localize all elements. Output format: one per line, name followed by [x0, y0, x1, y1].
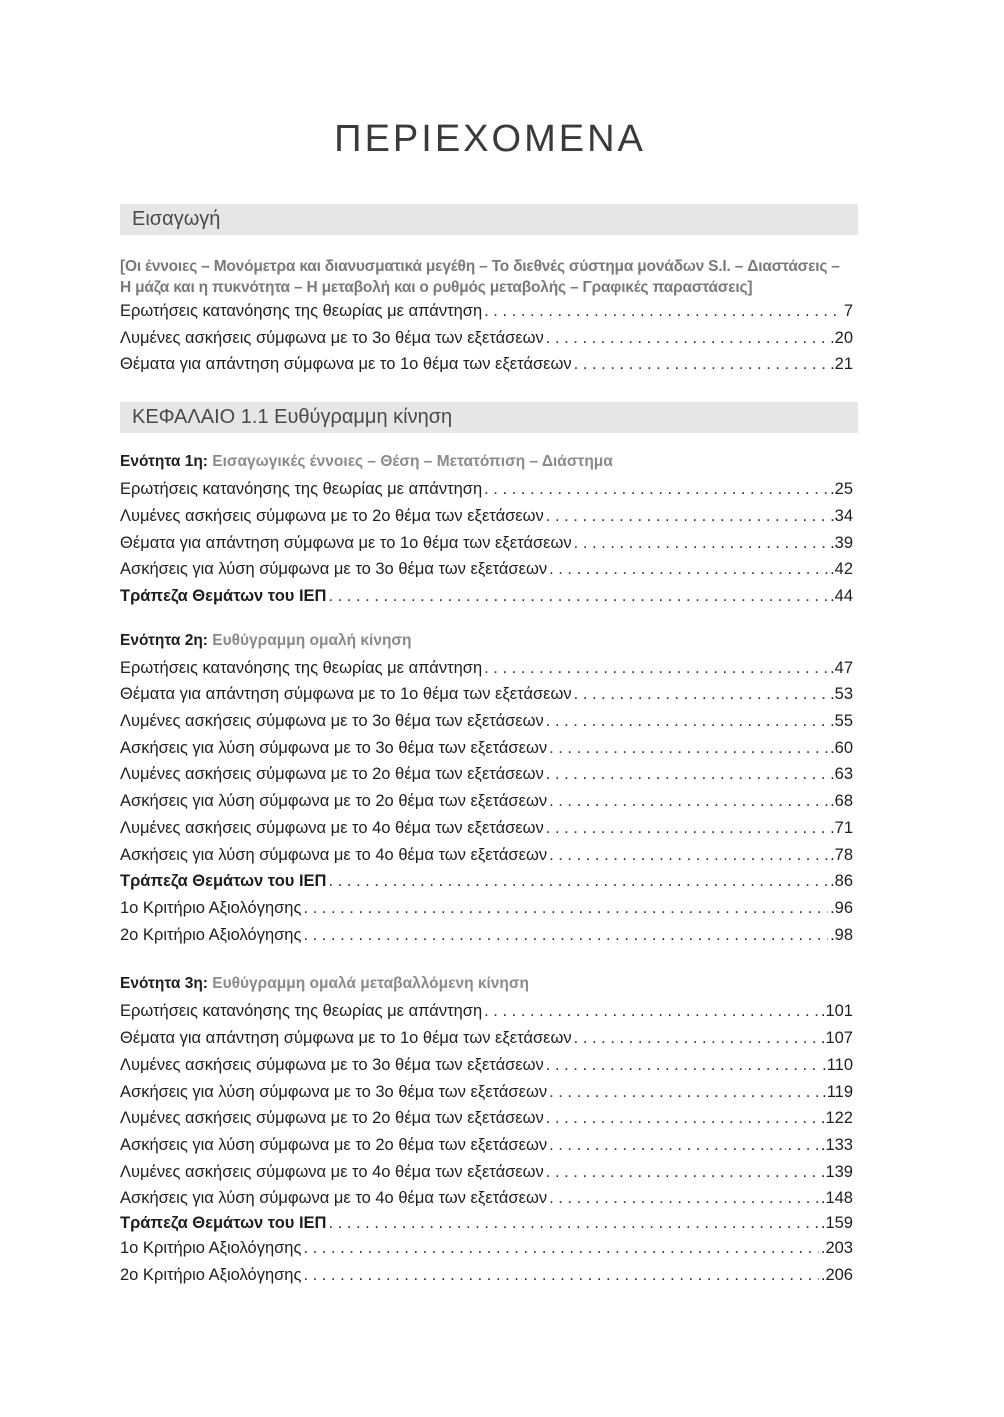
- toc-entry-label: Ερωτήσεις κατανόησης της θεωρίας με απάντηση: [120, 480, 483, 498]
- toc-entry[interactable]: [120, 299, 853, 323]
- toc-entry-label: Λυμένες ασκήσεις σύμφωνα με το 3ο θέμα των εξετάσεων: [120, 329, 544, 347]
- toc-entry-label: Ερωτήσεις κατανόησης της θεωρίας με απάντηση: [120, 1002, 483, 1020]
- section-heading-chapter-1-1: ΚΕΦΑΛΑΙΟ 1.1 Ευθύγραμμη κίνηση: [120, 402, 858, 433]
- toc-leader-dots: [303, 1236, 818, 1260]
- toc-entry-label: 1ο Κριτήριο Αξιολόγησης: [120, 899, 302, 917]
- toc-entry-label: Λυμένες ασκήσεις σύμφωνα με το 2ο θέμα των εξετάσεων: [120, 1109, 544, 1127]
- toc-leader-dots: [328, 584, 828, 608]
- toc-entry-page: .86: [830, 872, 853, 890]
- toc-entry-page: .55: [830, 712, 853, 730]
- toc-entry[interactable]: [120, 326, 853, 350]
- toc-entry-label: Τράπεζα Θεμάτων του ΙΕΠ: [120, 587, 327, 605]
- toc-entry[interactable]: [120, 531, 853, 555]
- toc-entry-page: .206: [820, 1266, 853, 1284]
- toc-leader-dots: [328, 869, 828, 893]
- toc-entry-question-bank[interactable]: [120, 584, 853, 608]
- toc-entry[interactable]: [120, 477, 853, 501]
- toc-entry-label: Ερωτήσεις κατανόησης της θεωρίας με απάντηση: [120, 302, 483, 320]
- toc-leader-dots: [484, 999, 819, 1023]
- toc-entry-page: .34: [830, 507, 853, 525]
- toc-leader-dots: [549, 1186, 819, 1210]
- toc-entry-label: Ασκήσεις για λύση σύμφωνα με το 2ο θέμα των εξετάσεων: [120, 792, 548, 810]
- toc-leader-dots: [549, 1080, 820, 1104]
- toc-entry-label: Θέματα για απάντηση σύμφωνα με το 1ο θέμα των εξετάσεων: [120, 1029, 572, 1047]
- toc-leader-dots: [574, 531, 828, 555]
- toc-leader-dots: [546, 1106, 819, 1130]
- toc-leader-dots: [546, 1053, 820, 1077]
- toc-entry-page: .203: [820, 1239, 853, 1257]
- toc-entry[interactable]: [120, 816, 853, 840]
- toc-entry-page: .68: [830, 792, 853, 810]
- toc-leader-dots: [546, 762, 828, 786]
- toc-leader-dots: [303, 896, 828, 920]
- toc-leader-dots: [549, 736, 828, 760]
- toc-entry-label: Θέματα για απάντηση σύμφωνα με το 1ο θέμα των εξετάσεων: [120, 685, 572, 703]
- toc-entry-page: .96: [830, 899, 853, 917]
- unit-title: Ευθύγραμμη ομαλά μεταβαλλόμενη κίνηση: [212, 975, 529, 992]
- toc-entry-label: Θέματα για απάντηση σύμφωνα με το 1ο θέμα των εξετάσεων: [120, 534, 572, 552]
- toc-entry-page: .159: [820, 1214, 853, 1232]
- toc-entry-page: .133: [820, 1136, 853, 1154]
- toc-entry-page: .60: [830, 739, 853, 757]
- toc-entry[interactable]: [120, 843, 853, 867]
- toc-leader-dots: [549, 557, 828, 581]
- toc-entry-label: Ερωτήσεις κατανόησης της θεωρίας με απάντηση: [120, 659, 483, 677]
- toc-entry[interactable]: [120, 557, 853, 581]
- toc-leader-dots: [303, 1263, 818, 1287]
- toc-entry-label: Τράπεζα Θεμάτων του ΙΕΠ: [120, 872, 327, 890]
- toc-entry[interactable]: [120, 656, 853, 680]
- toc-entry-question-bank[interactable]: [120, 1211, 853, 1235]
- toc-leader-dots: [546, 709, 828, 733]
- introduction-topics-line-1: [Οι έννοιες – Μονόμετρα και διανυσματικά μεγέθη – Το διεθνές σύστημα μονάδων S.I. – Διαστάσεις –: [120, 258, 840, 275]
- toc-entry-label: Ασκήσεις για λύση σύμφωνα με το 2ο θέμα των εξετάσεων: [120, 1136, 548, 1154]
- toc-leader-dots: [574, 682, 828, 706]
- toc-entry-page: .63: [830, 765, 853, 783]
- toc-entry-label: 2ο Κριτήριο Αξιολόγησης: [120, 1266, 302, 1284]
- toc-entry[interactable]: [120, 762, 853, 786]
- toc-entry-page: .148: [820, 1189, 853, 1207]
- toc-leader-dots: [549, 843, 828, 867]
- toc-leader-dots: [546, 816, 828, 840]
- toc-entry-label: Λυμένες ασκήσεις σύμφωνα με το 2ο θέμα των εξετάσεων: [120, 765, 544, 783]
- introduction-topics-line-2: Η μάζα και η πυκνότητα – Η μεταβολή και ο ρυθμός μεταβολής – Γραφικές παραστάσεις]: [120, 279, 753, 296]
- toc-entry-label: Θέματα για απάντηση σύμφωνα με το 1ο θέμα των εξετάσεων: [120, 355, 572, 373]
- toc-leader-dots: [546, 326, 828, 350]
- toc-entry-label: Ασκήσεις για λύση σύμφωνα με το 4ο θέμα των εξετάσεων: [120, 1189, 548, 1207]
- toc-entry-label: Ασκήσεις για λύση σύμφωνα με το 3ο θέμα των εξετάσεων: [120, 739, 548, 757]
- toc-entry[interactable]: [120, 1080, 853, 1104]
- toc-entry[interactable]: [120, 1186, 853, 1210]
- toc-entry[interactable]: [120, 1160, 853, 1184]
- toc-entry-page: .53: [830, 685, 853, 703]
- toc-entry-label: 1ο Κριτήριο Αξιολόγησης: [120, 1239, 302, 1257]
- toc-entry[interactable]: [120, 896, 853, 920]
- toc-entry-label: Λυμένες ασκήσεις σύμφωνα με το 2ο θέμα των εξετάσεων: [120, 507, 544, 525]
- toc-entry-page: .20: [830, 329, 853, 347]
- toc-entry[interactable]: [120, 709, 853, 733]
- toc-entry-label: Ασκήσεις για λύση σύμφωνα με το 4ο θέμα των εξετάσεων: [120, 846, 548, 864]
- toc-entry-page: .47: [830, 659, 853, 677]
- unit-prefix: Ενότητα 3η:: [120, 975, 208, 992]
- toc-entry-page: 7: [843, 302, 853, 320]
- toc-entry[interactable]: [120, 1106, 853, 1130]
- toc-entry-question-bank[interactable]: [120, 869, 853, 893]
- toc-entry-page: .71: [830, 819, 853, 837]
- toc-leader-dots: [484, 477, 828, 501]
- toc-entry-label: Τράπεζα Θεμάτων του ΙΕΠ: [120, 1214, 327, 1232]
- toc-leader-dots: [328, 1211, 818, 1235]
- toc-entry-label: Ασκήσεις για λύση σύμφωνα με το 3ο θέμα των εξετάσεων: [120, 1083, 548, 1101]
- toc-entry-label: Λυμένες ασκήσεις σύμφωνα με το 3ο θέμα των εξετάσεων: [120, 712, 544, 730]
- toc-leader-dots: [574, 1026, 819, 1050]
- toc-entry-label: Ασκήσεις για λύση σύμφωνα με το 3ο θέμα των εξετάσεων: [120, 560, 548, 578]
- unit-heading-2: [120, 632, 412, 650]
- toc-entry[interactable]: [120, 1026, 853, 1050]
- toc-entry[interactable]: [120, 1236, 853, 1260]
- toc-entry-page: .122: [820, 1109, 853, 1127]
- toc-entry-page: .78: [830, 846, 853, 864]
- toc-leader-dots: [546, 504, 828, 528]
- unit-prefix: Ενότητα 2η:: [120, 632, 208, 649]
- unit-heading-3: [120, 975, 529, 993]
- toc-entry-label: Λυμένες ασκήσεις σύμφωνα με το 4ο θέμα των εξετάσεων: [120, 1163, 544, 1181]
- toc-entry[interactable]: [120, 352, 853, 376]
- toc-entry-page: .44: [830, 587, 853, 605]
- toc-entry-page: .42: [830, 560, 853, 578]
- toc-entry[interactable]: [120, 736, 853, 760]
- unit-title: Ευθύγραμμη ομαλή κίνηση: [212, 632, 412, 649]
- page-title: ΠΕΡΙΕΧΟΜΕΝΑ: [334, 118, 646, 160]
- toc-entry[interactable]: [120, 682, 853, 706]
- unit-heading-1: [120, 453, 613, 471]
- toc-entry-page: .119: [822, 1083, 853, 1101]
- toc-entry-page: .139: [820, 1163, 853, 1181]
- toc-entry-page: .21: [830, 355, 853, 373]
- toc-entry-page: .39: [830, 534, 853, 552]
- toc-leader-dots: [484, 656, 828, 680]
- toc-leader-dots: [484, 299, 842, 323]
- toc-leader-dots: [303, 923, 828, 947]
- unit-title: Εισαγωγικές έννοιες – Θέση – Μετατόπιση – Διάστημα: [212, 453, 613, 470]
- toc-leader-dots: [574, 352, 828, 376]
- toc-entry-page: .107: [820, 1029, 853, 1047]
- unit-prefix: Ενότητα 1η:: [120, 453, 208, 470]
- toc-entry-page: .98: [830, 926, 853, 944]
- toc-entry-label: Λυμένες ασκήσεις σύμφωνα με το 4ο θέμα των εξετάσεων: [120, 819, 544, 837]
- toc-entry[interactable]: [120, 1263, 853, 1287]
- toc-leader-dots: [546, 1160, 819, 1184]
- toc-entry[interactable]: [120, 1053, 853, 1077]
- toc-leader-dots: [549, 789, 828, 813]
- toc-entry[interactable]: [120, 789, 853, 813]
- toc-entry-label: Λυμένες ασκήσεις σύμφωνα με το 3ο θέμα των εξετάσεων: [120, 1056, 544, 1074]
- toc-entry[interactable]: [120, 923, 853, 947]
- toc-entry-page: .25: [830, 480, 853, 498]
- toc-entry[interactable]: [120, 1133, 853, 1157]
- toc-entry[interactable]: [120, 999, 853, 1023]
- toc-entry-label: 2ο Κριτήριο Αξιολόγησης: [120, 926, 302, 944]
- section-heading-introduction: Εισαγωγή: [120, 204, 858, 235]
- toc-entry-page: .101: [820, 1002, 853, 1020]
- toc-entry-page: .110: [822, 1056, 853, 1074]
- toc-entry[interactable]: [120, 504, 853, 528]
- toc-leader-dots: [549, 1133, 819, 1157]
